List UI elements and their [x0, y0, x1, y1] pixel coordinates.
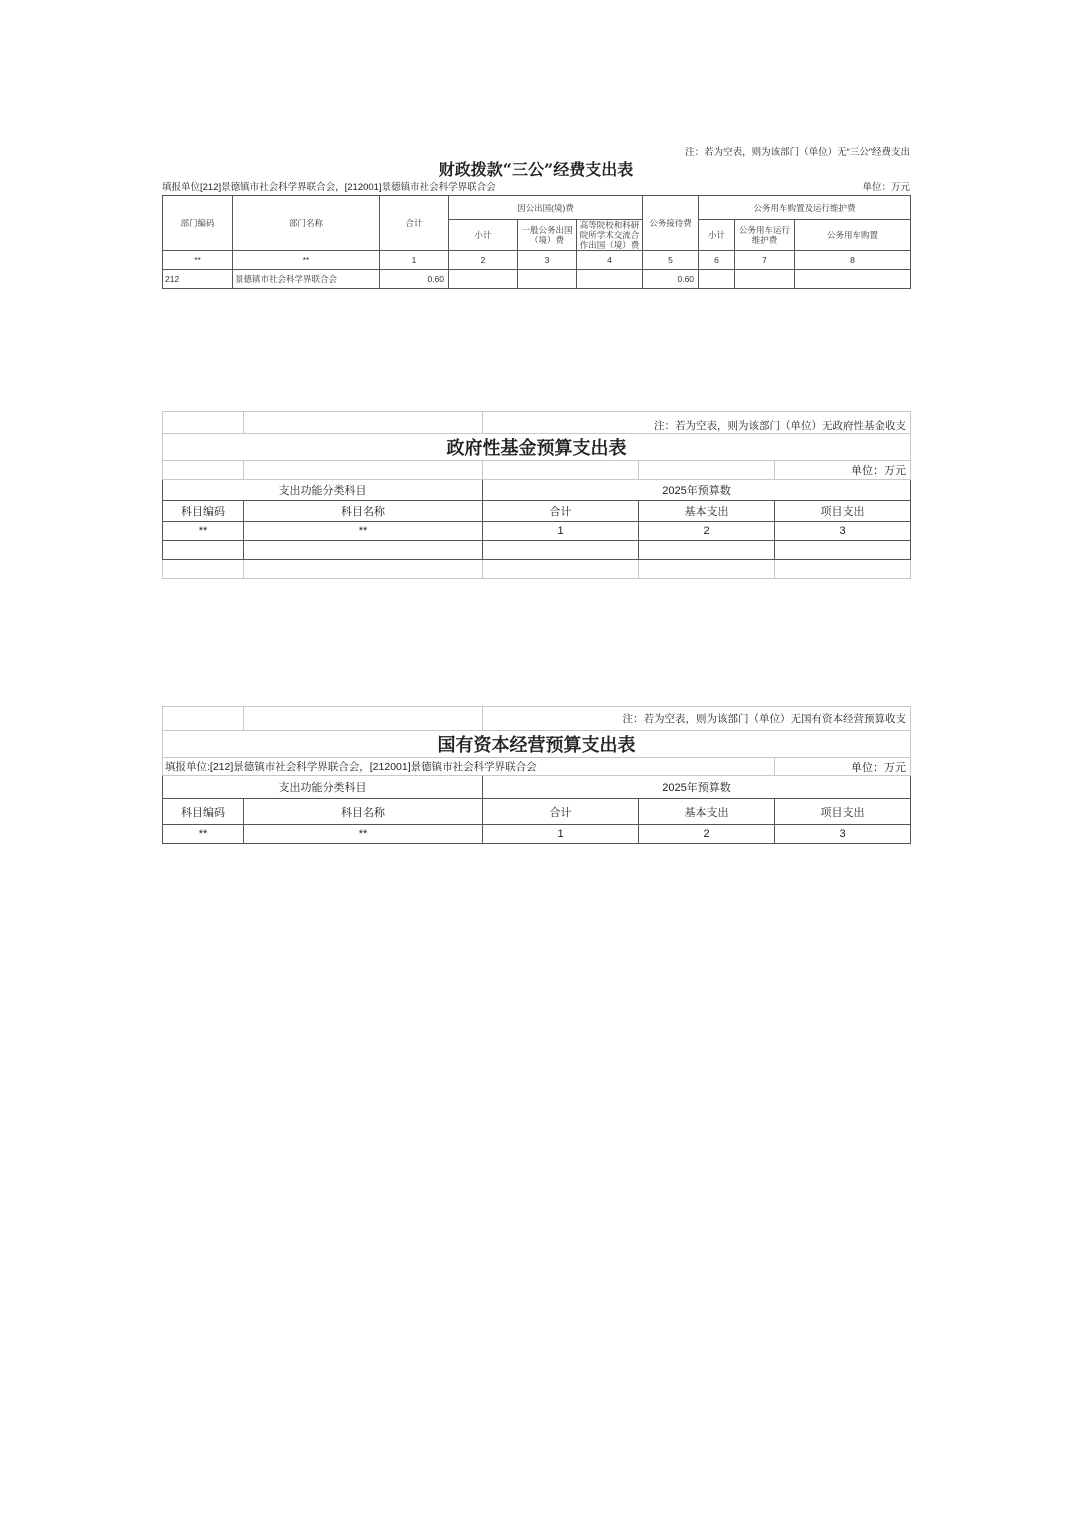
table1-meta	[162, 181, 910, 195]
table3-header-func-group: 支出功能分类科目	[163, 776, 483, 799]
index-cell: 5	[643, 251, 699, 270]
table2-header-project: 项目支出	[775, 501, 911, 522]
table1-note: 注：若为空表，则为该部门（单位）无“三公”经费支出	[685, 147, 910, 158]
header-dept-name: 部门名称	[233, 196, 380, 251]
three-public-expenses-sheet	[162, 147, 910, 289]
row-reception: 0.60	[643, 270, 699, 289]
table2-header-total: 合计	[483, 501, 639, 522]
index-cell: **	[233, 251, 380, 270]
row-abroad-subtotal	[449, 270, 518, 289]
table3-header-total: 合计	[483, 799, 639, 825]
index-cell: 7	[735, 251, 795, 270]
index-cell: 3	[775, 825, 911, 844]
row-dept-name: 景德镇市社会科学界联合会	[233, 270, 380, 289]
index-cell: 1	[483, 522, 639, 541]
table-row	[163, 541, 911, 560]
three-public-expenses-table	[162, 195, 911, 289]
index-cell: 2	[639, 522, 775, 541]
state-capital-table	[162, 706, 911, 844]
table3-unit-info: 填报单位:[212]景德镇市社会科学界联合会，[212001]景德镇市社会科学界联合会	[163, 758, 775, 776]
table1-title: 财政拨款“三公”经费支出表	[438, 160, 634, 179]
table3-header-code: 科目编码	[163, 799, 244, 825]
table2-header-name: 科目名称	[244, 501, 483, 522]
header-total: 合计	[380, 196, 449, 251]
row-vehicle-operation	[735, 270, 795, 289]
table1-unit-info: 填报单位[212]景德镇市社会科学界联合会，[212001]景德镇市社会科学界联合会	[162, 182, 496, 193]
header-abroad-academic: 高等院校和科研院所学术交流合作出国（境）费	[577, 220, 643, 251]
header-reception: 公务接待费	[643, 196, 699, 251]
table3-header-project: 项目支出	[775, 799, 911, 825]
table3-index-row	[163, 825, 911, 844]
index-cell: **	[163, 522, 244, 541]
government-fund-sheet	[162, 411, 910, 579]
table3-title: 国有资本经营预算支出表	[163, 731, 911, 758]
table2-index-row	[163, 522, 911, 541]
index-cell: 6	[699, 251, 735, 270]
row-total: 0.60	[380, 270, 449, 289]
row-vehicle-subtotal	[699, 270, 735, 289]
index-cell: 1	[380, 251, 449, 270]
table2-title: 政府性基金预算支出表	[163, 434, 911, 461]
index-cell: 1	[483, 825, 639, 844]
table-row	[163, 270, 911, 289]
header-vehicle-group: 公务用车购置及运行维护费	[699, 196, 911, 220]
table3-unit-label: 单位：万元	[775, 758, 911, 776]
index-cell: 3	[775, 522, 911, 541]
row-abroad-general	[518, 270, 577, 289]
row-dept-code: 212	[163, 270, 233, 289]
table1-index-row	[163, 251, 911, 270]
table2-header-func-group: 支出功能分类科目	[163, 480, 483, 501]
header-abroad-group: 因公出国(境)费	[449, 196, 643, 220]
index-cell: **	[163, 825, 244, 844]
table3-header-budget-group: 2025年预算数	[483, 776, 911, 799]
index-cell: 3	[518, 251, 577, 270]
header-vehicle-operation: 公务用车运行维护费	[735, 220, 795, 251]
table2-header-basic: 基本支出	[639, 501, 775, 522]
header-dept-code: 部门编码	[163, 196, 233, 251]
index-cell: 2	[449, 251, 518, 270]
row-vehicle-purchase	[795, 270, 911, 289]
index-cell: 2	[639, 825, 775, 844]
index-cell: 8	[795, 251, 911, 270]
state-capital-sheet	[162, 706, 910, 844]
table1-unit-label: 单位：万元	[862, 182, 910, 193]
table2-note: 注：若为空表，则为该部门（单位）无政府性基金收支	[483, 412, 911, 434]
index-cell: **	[244, 522, 483, 541]
header-abroad-subtotal: 小计	[449, 220, 518, 251]
header-vehicle-purchase: 公务用车购置	[795, 220, 911, 251]
table2-header-budget-group: 2025年预算数	[483, 480, 911, 501]
header-vehicle-subtotal: 小计	[699, 220, 735, 251]
table3-header-name: 科目名称	[244, 799, 483, 825]
table3-header-basic: 基本支出	[639, 799, 775, 825]
index-cell: 4	[577, 251, 643, 270]
index-cell: **	[244, 825, 483, 844]
table2-unit-label: 单位：万元	[775, 461, 911, 480]
index-cell: **	[163, 251, 233, 270]
government-fund-table	[162, 411, 911, 579]
row-abroad-academic	[577, 270, 643, 289]
table3-note: 注：若为空表，则为该部门（单位）无国有资本经营预算收支	[483, 707, 911, 731]
table2-header-code: 科目编码	[163, 501, 244, 522]
header-abroad-general: 一般公务出国（境）费	[518, 220, 577, 251]
